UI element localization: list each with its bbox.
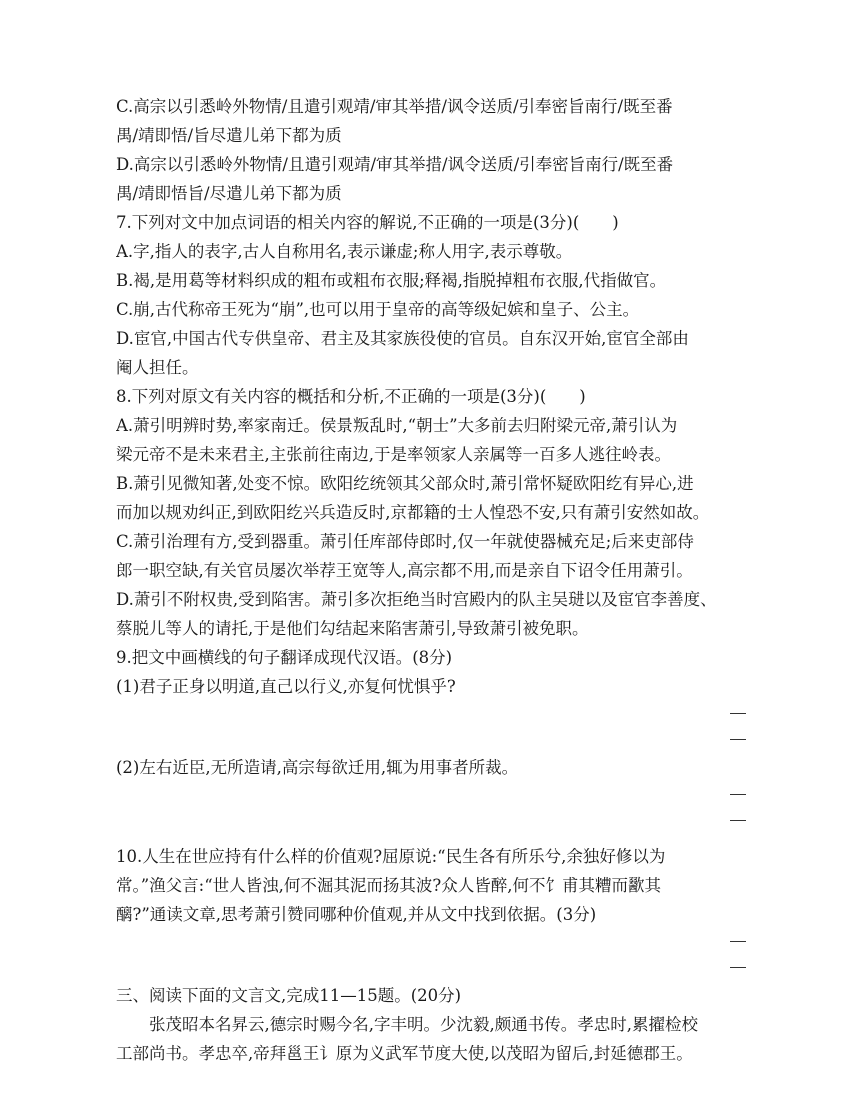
question-7-option-c: C.崩,古代称帝王死为“崩”,也可以用于皇帝的高等级妃嫔和皇子、公主。 [116, 300, 640, 319]
passage-line-2: 工部尚书。孝忠卒,帝拜邕王讠原为义武军节度大使,以茂昭为留后,封延德郡王。 [116, 1044, 693, 1063]
section-3-heading: 三、阅读下面的文言文,完成11—15题。(20分) [116, 986, 462, 1005]
answer-blank[interactable] [116, 782, 756, 808]
option-c-line-2: 禺/靖即悟/旨尽遣儿弟下都为质 [116, 126, 342, 145]
answer-blank[interactable] [116, 955, 756, 981]
question-8: 8.下列对原文有关内容的概括和分析,不正确的一项是(3分)( ) [116, 387, 586, 406]
question-9: 9.把文中画横线的句子翻译成现代汉语。(8分) [116, 648, 453, 667]
question-8-option-d-line-1: D.萧引不附权贵,受到陷害。萧引多次拒绝当时宫殿内的队主吴琎以及宦官李善度、 [116, 590, 717, 609]
option-c-line-1: C.高宗以引悉岭外物情/且遣引观靖/审其举措/讽令送质/引奉密旨南行/既至番 [116, 97, 673, 116]
exam-page [116, 92, 756, 1068]
question-8-option-c-line-1: C.萧引治理有方,受到器重。萧引任库部侍郎时,仅一年就使器械充足;后来吏部侍 [116, 532, 694, 551]
answer-blank[interactable] [116, 727, 756, 753]
answer-line-mark [730, 820, 746, 821]
question-10-line-2: 常。”渔父言:“世人皆浊,何不淈其泥而扬其波?众人皆醉,何不饣甫其糟而歠其 [116, 876, 662, 895]
answer-line-mark [730, 967, 746, 968]
question-8-option-b-line-1: B.萧引见微知著,处变不惊。欧阳纥统领其父部众时,萧引常怀疑欧阳纥有异心,进 [116, 474, 694, 493]
answer-line-mark [730, 941, 746, 942]
answer-line-mark [730, 739, 746, 740]
question-7-option-d-line-2: 阉人担任。 [116, 358, 199, 377]
answer-blank[interactable] [116, 929, 756, 955]
question-9-sentence-1: (1)君子正身以明道,直己以行义,亦复何忧惧乎? [116, 677, 456, 696]
answer-line-mark [730, 794, 746, 795]
question-8-option-a-line-1: A.萧引明辨时势,率家南迁。侯景叛乱时,“朝士”大多前去归附梁元帝,萧引认为 [116, 416, 678, 435]
answer-blank[interactable] [116, 701, 756, 727]
answer-line-mark [730, 713, 746, 714]
question-7-option-b: B.褐,是用葛等材料织成的粗布或粗布衣服;释褐,指脱掉粗布衣服,代指做官。 [116, 271, 667, 290]
question-8-option-a-line-2: 梁元帝不是未来君主,主张前往南边,于是率领家人亲属等一百多人逃往岭表。 [116, 445, 671, 464]
question-7-option-d-line-1: D.宦官,中国古代专供皇帝、君主及其家族役使的官员。自东汉开始,宦官全部由 [116, 329, 689, 348]
passage-line-1: 张茂昭本名昇云,德宗时赐今名,字丰明。少沈毅,颇通书传。孝忠时,累擢检校 [149, 1015, 698, 1034]
question-10-line-3: 醨?”通读文章,思考萧引赞同哪种价值观,并从文中找到依据。(3分) [116, 905, 597, 924]
option-d-line-2: 禺/靖即悟旨/尽遣儿弟下都为质 [116, 184, 342, 203]
question-9-sentence-2: (2)左右近臣,无所造请,高宗每欲迁用,辄为用事者所裁。 [116, 758, 519, 777]
question-7: 7.下列对文中加点词语的相关内容的解说,不正确的一项是(3分)( ) [116, 213, 619, 232]
answer-blank[interactable] [116, 808, 756, 834]
question-8-option-d-line-2: 蔡脱儿等人的请托,于是他们勾结起来陷害萧引,导致萧引被免职。 [116, 619, 589, 638]
question-10-line-1: 10.人生在世应持有什么样的价值观?屈原说:“民生各有所乐兮,余独好修以为 [116, 847, 666, 866]
option-d-line-1: D.高宗以引悉岭外物情/且遣引观靖/审其举措/讽令送质/引奉密旨南行/既至番 [116, 155, 674, 174]
question-8-option-b-line-2: 而加以规劝纠正,到欧阳纥兴兵造反时,京都籍的士人惶恐不安,只有萧引安然如故。 [116, 503, 710, 522]
question-8-option-c-line-2: 郎一职空缺,有关官员屡次举荐王宽等人,高宗都不用,而是亲自下诏令任用萧引。 [116, 561, 693, 580]
question-7-option-a: A.字,指人的表字,古人自称用名,表示谦虚;称人用字,表示尊敬。 [116, 242, 573, 261]
